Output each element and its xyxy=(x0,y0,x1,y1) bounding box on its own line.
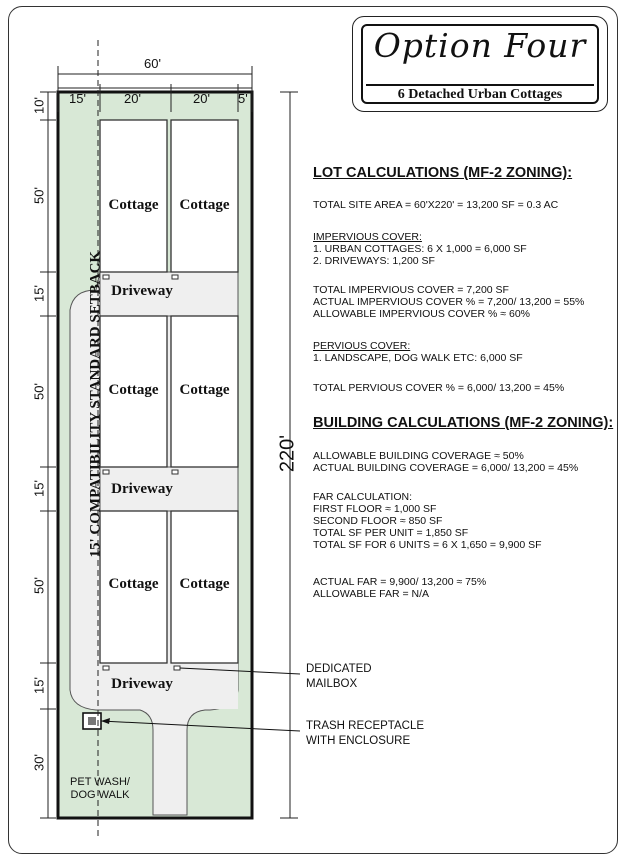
dim-row-7: 15' xyxy=(31,677,47,694)
driveway-label-3: Driveway xyxy=(111,676,173,692)
pervious-item-1: 1. LANDSCAPE, DOG WALK ETC: 6,000 SF xyxy=(313,352,523,364)
cottage-label-5: Cottage xyxy=(108,576,159,592)
second-floor: SECOND FLOOR ≈ 850 SF xyxy=(313,515,443,527)
driveway-label-1: Driveway xyxy=(111,283,173,299)
total-sf-per-unit: TOTAL SF PER UNIT = 1,850 SF xyxy=(313,527,469,539)
coverage-section xyxy=(313,450,578,474)
dim-row-1: 10' xyxy=(31,97,47,114)
cottage-label-1: Cottage xyxy=(108,197,159,213)
dim-top-width: 60' xyxy=(144,56,161,71)
dim-col-3: 20' xyxy=(193,91,210,106)
dim-row-8: 30' xyxy=(31,754,47,771)
impervious-heading: IMPERVIOUS COVER: xyxy=(313,231,422,243)
dim-row-5: 15' xyxy=(31,480,47,497)
dim-row-3: 15' xyxy=(31,285,47,302)
impervious-totals xyxy=(313,284,584,320)
pervious-heading: PERVIOUS COVER: xyxy=(313,340,411,352)
dim-row-6: 50' xyxy=(31,577,47,594)
impervious-item-1: 1. URBAN COTTAGES: 6 X 1,000 = 6,000 SF xyxy=(313,243,527,255)
actual-coverage: ACTUAL BUILDING COVERAGE = 6,000/ 13,200 = 45% xyxy=(313,462,579,474)
trash-callout-line-2: WITH ENCLOSURE xyxy=(306,735,411,747)
setback-label: 15' COMPATIBILITY STANDARD SETBACK xyxy=(87,250,104,558)
option-subtitle: 6 Detached Urban Cottages xyxy=(397,87,563,102)
mailbox-callout xyxy=(306,662,372,692)
far-results xyxy=(313,576,486,600)
pet-wash-label: PET WASH/ DOG WALK xyxy=(70,776,130,801)
mailbox-marker-6 xyxy=(174,666,180,670)
trash-callout xyxy=(306,719,424,749)
total-site-area: TOTAL SITE AREA = 60'X220' = 13,200 SF = 0.3 AC xyxy=(313,199,559,211)
mailbox-marker-3 xyxy=(172,470,178,474)
far-section xyxy=(313,491,542,551)
dim-overall-depth: 220' xyxy=(276,434,299,473)
mailbox-marker-5 xyxy=(103,666,109,670)
lot-calculations-heading: LOT CALCULATIONS (MF-2 ZONING): xyxy=(313,165,573,181)
allowable-impervious: ALLOWABLE IMPERVIOUS COVER % ≈ 60% xyxy=(313,308,530,320)
cottage-label-4: Cottage xyxy=(179,382,230,398)
dim-col-4: 5' xyxy=(238,91,248,106)
mailbox-marker-1 xyxy=(172,275,178,279)
first-floor: FIRST FLOOR ≈ 1,000 SF xyxy=(313,503,437,515)
dim-row-2: 50' xyxy=(31,187,47,204)
total-impervious: TOTAL IMPERVIOUS COVER = 7,200 SF xyxy=(313,284,509,296)
cottage-label-6: Cottage xyxy=(179,576,230,592)
mailbox-callout-line-2: MAILBOX xyxy=(306,678,358,690)
impervious-item-2: 2. DRIVEWAYS: 1,200 SF xyxy=(313,255,435,267)
building-calculations-heading: BUILDING CALCULATIONS (MF-2 ZONING): xyxy=(313,415,614,431)
dim-col-1: 15' xyxy=(69,91,86,106)
cottage-label-2: Cottage xyxy=(179,197,230,213)
actual-impervious: ACTUAL IMPERVIOUS COVER % = 7,200/ 13,200 = 55% xyxy=(313,296,585,308)
total-pervious: TOTAL PERVIOUS COVER % = 6,000/ 13,200 = 45% xyxy=(313,382,565,394)
cottage-1 xyxy=(100,120,167,272)
allowable-coverage: ALLOWABLE BUILDING COVERAGE ≈ 50% xyxy=(313,450,524,462)
dim-row-4: 50' xyxy=(31,383,47,400)
mailbox-callout-line-1: DEDICATED xyxy=(306,663,372,675)
actual-far: ACTUAL FAR = 9,900/ 13,200 ≈ 75% xyxy=(313,576,487,588)
trash-callout-line-1: TRASH RECEPTACLE xyxy=(306,720,425,732)
pervious-section xyxy=(313,340,523,364)
dim-col-2: 20' xyxy=(124,91,141,106)
far-heading: FAR CALCULATION: xyxy=(313,491,412,503)
impervious-section xyxy=(313,231,527,267)
option-title: Option Four xyxy=(373,26,587,65)
trash-receptacle xyxy=(88,717,96,725)
total-sf-6-units: TOTAL SF FOR 6 UNITS = 6 X 1,650 = 9,900 SF xyxy=(313,539,542,551)
cottage-label-3: Cottage xyxy=(108,382,159,398)
cottage-2 xyxy=(171,120,238,272)
allowable-far: ALLOWABLE FAR = N/A xyxy=(313,588,430,600)
driveway-label-2: Driveway xyxy=(111,481,173,497)
